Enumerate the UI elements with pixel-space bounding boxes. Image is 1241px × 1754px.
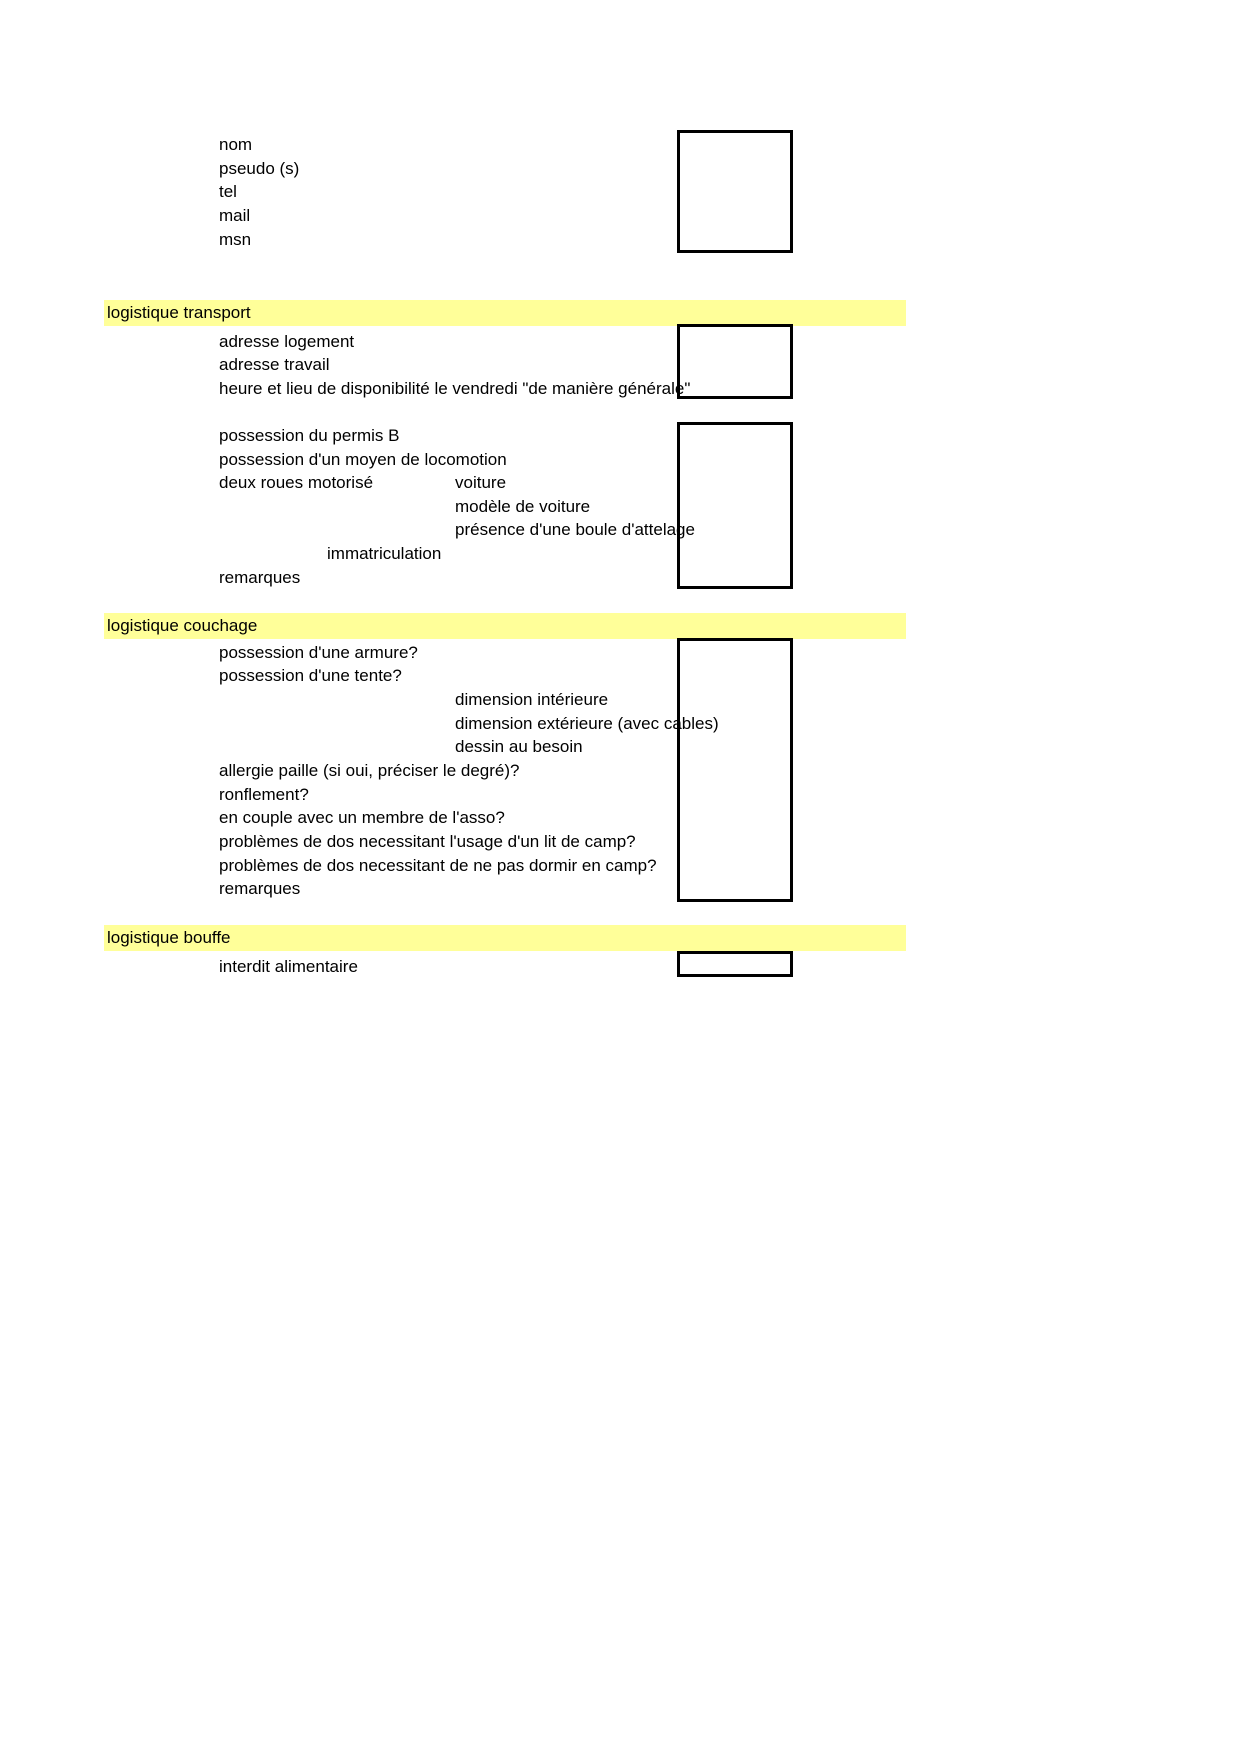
label-moyen-locomotion: possession d'un moyen de locomotion bbox=[219, 450, 507, 469]
label-transport-remarques: remarques bbox=[219, 568, 301, 587]
label-tente: possession d'une tente? bbox=[219, 666, 402, 685]
label-msn: msn bbox=[219, 230, 252, 249]
label-nom: nom bbox=[219, 135, 253, 154]
label-pas-dormir-camp: problèmes de dos necessitant de ne pas dormir en camp? bbox=[219, 856, 657, 875]
label-adresse-travail: adresse travail bbox=[219, 355, 330, 374]
section-title-bouffe: logistique bouffe bbox=[107, 928, 231, 947]
label-boule-attelage: présence d'une boule d'attelage bbox=[455, 520, 695, 539]
label-modele-voiture: modèle de voiture bbox=[455, 497, 591, 516]
label-dessin-besoin: dessin au besoin bbox=[455, 737, 583, 756]
label-voiture: voiture bbox=[455, 473, 507, 492]
bouffe-answer-box[interactable] bbox=[677, 951, 793, 977]
label-adresse-logement: adresse logement bbox=[219, 332, 355, 351]
label-disponibilite-vendredi: heure et lieu de disponibilité le vendredi "de manière générale" bbox=[219, 379, 691, 398]
label-immatriculation: immatriculation bbox=[327, 544, 442, 563]
section-title-couchage: logistique couchage bbox=[107, 616, 258, 635]
section-header-transport bbox=[104, 300, 906, 326]
transport-vehicle-answer-box[interactable] bbox=[677, 422, 793, 589]
label-interdit-alimentaire: interdit alimentaire bbox=[219, 957, 358, 976]
label-pseudo: pseudo (s) bbox=[219, 159, 300, 178]
section-header-bouffe bbox=[104, 925, 906, 951]
label-lit-de-camp: problèmes de dos necessitant l'usage d'un lit de camp? bbox=[219, 832, 636, 851]
transport-address-answer-box[interactable] bbox=[677, 324, 793, 399]
label-dimension-interieure: dimension intérieure bbox=[455, 690, 609, 709]
label-mail: mail bbox=[219, 206, 251, 225]
label-dimension-exterieure: dimension extérieure (avec cables) bbox=[455, 714, 719, 733]
couchage-answer-box[interactable] bbox=[677, 638, 793, 902]
label-deux-roues: deux roues motorisé bbox=[219, 473, 374, 492]
label-couchage-remarques: remarques bbox=[219, 879, 301, 898]
label-tel: tel bbox=[219, 182, 237, 201]
label-allergie-paille: allergie paille (si oui, préciser le degré)? bbox=[219, 761, 520, 780]
label-ronflement: ronflement? bbox=[219, 785, 309, 804]
label-armure: possession d'une armure? bbox=[219, 643, 418, 662]
label-couple-membre-asso: en couple avec un membre de l'asso? bbox=[219, 808, 505, 827]
section-title-transport: logistique transport bbox=[107, 303, 251, 322]
section-header-couchage bbox=[104, 613, 906, 639]
label-permis-b: possession du permis B bbox=[219, 426, 400, 445]
contact-answer-box[interactable] bbox=[677, 130, 793, 253]
